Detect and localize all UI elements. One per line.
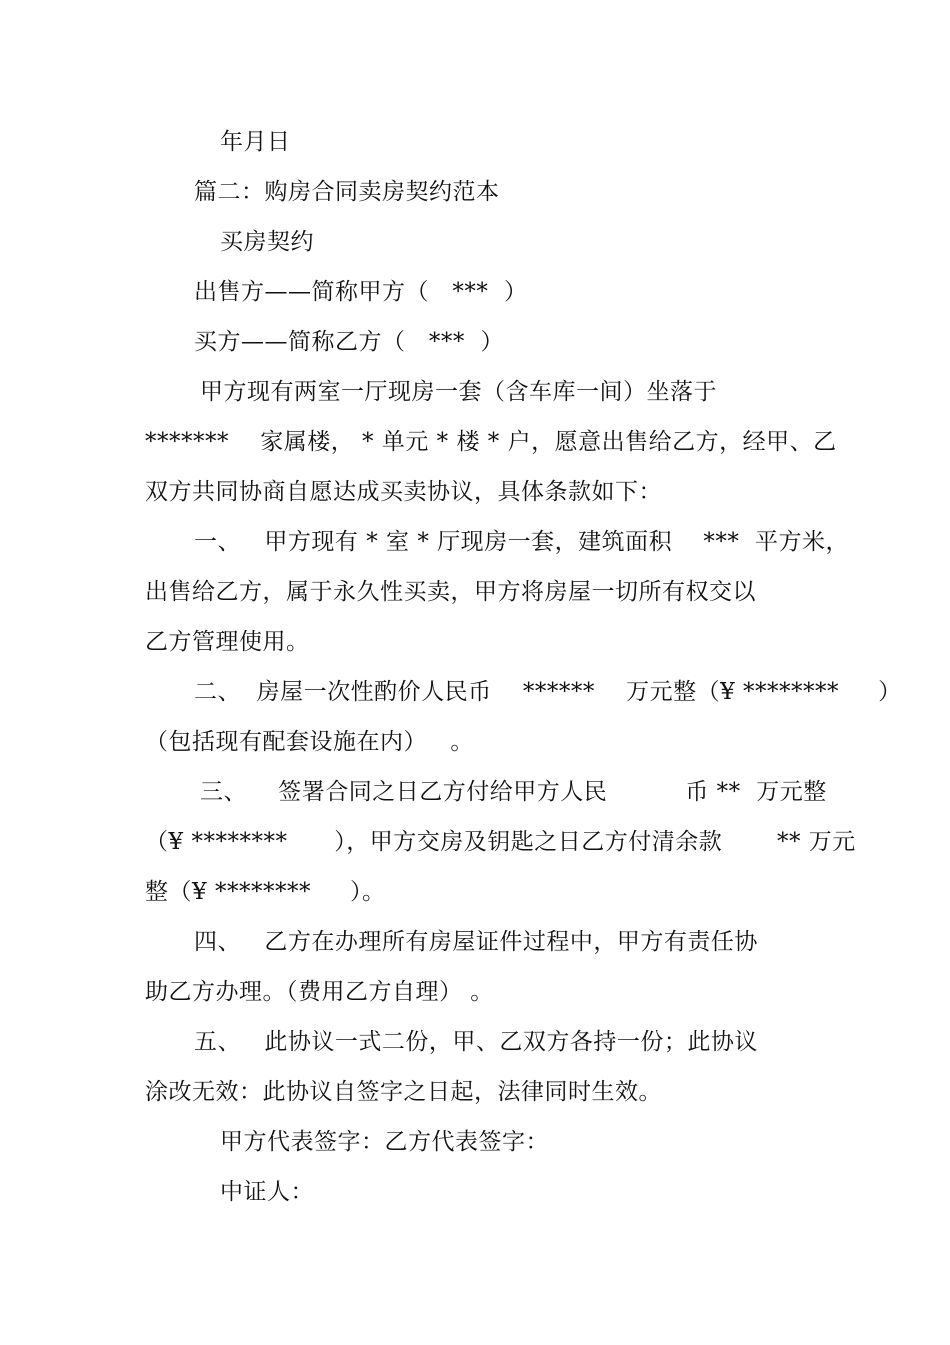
contract-title: 买房契约: [220, 229, 314, 255]
clause-3-line-3: 整（¥ ******** ）。: [145, 879, 386, 905]
clause-4-line-1: 四、 乙方在办理所有房屋证件过程中，甲方有责任协: [194, 929, 758, 955]
clause-2-line-2: （包括现有配套设施在内） 。: [145, 729, 474, 755]
clause-1-line-1: 一、 甲方现有 * 室 * 厅现房一套，建筑面积 *** 平方米，: [194, 529, 850, 555]
clause-4-line-2: 助乙方办理。（费用乙方自理） 。: [145, 979, 494, 1005]
clause-5-line-1: 五、 此协议一式二份，甲、乙双方各持一份；此协议: [194, 1029, 758, 1055]
clause-1-line-2: 出售给乙方，属于永久性买卖，甲方将房屋一切所有权交以: [145, 579, 756, 605]
buyer-line: 买方——简称乙方（ *** ）: [194, 329, 505, 355]
signature-line: 甲方代表签字：乙方代表签字：: [220, 1129, 549, 1155]
clause-2-line-1: 二、 房屋一次性酌价人民币 ****** 万元整（¥ ******** ）: [194, 679, 902, 705]
seller-line: 出售方——简称甲方（ *** ）: [194, 279, 528, 305]
intro-line-2: ******* 家属楼， * 单元 * 楼 * 户，愿意出售给乙方，经甲、乙: [145, 429, 837, 455]
clause-5-line-2: 涂改无效：此协议自签字之日起，法律同时生效。: [145, 1079, 662, 1105]
clause-3-line-2: （¥ ******** ），甲方交房及钥匙之日乙方付清余款 ** 万元: [145, 829, 856, 855]
date-line: 年月日: [220, 129, 291, 155]
section-title: 篇二：购房合同卖房契约范本: [194, 179, 500, 205]
witness-line: 中证人：: [220, 1179, 314, 1205]
clause-3-line-1: 三、 签署合同之日乙方付给甲方人民 币 ** 万元整: [200, 779, 827, 805]
clause-1-line-3: 乙方管理使用。: [145, 629, 310, 655]
intro-line-1: 甲方现有两室一厅现房一套（含车库一间）坐落于: [200, 379, 717, 405]
intro-line-3: 双方共同协商自愿达成买卖协议，具体条款如下：: [145, 479, 662, 505]
